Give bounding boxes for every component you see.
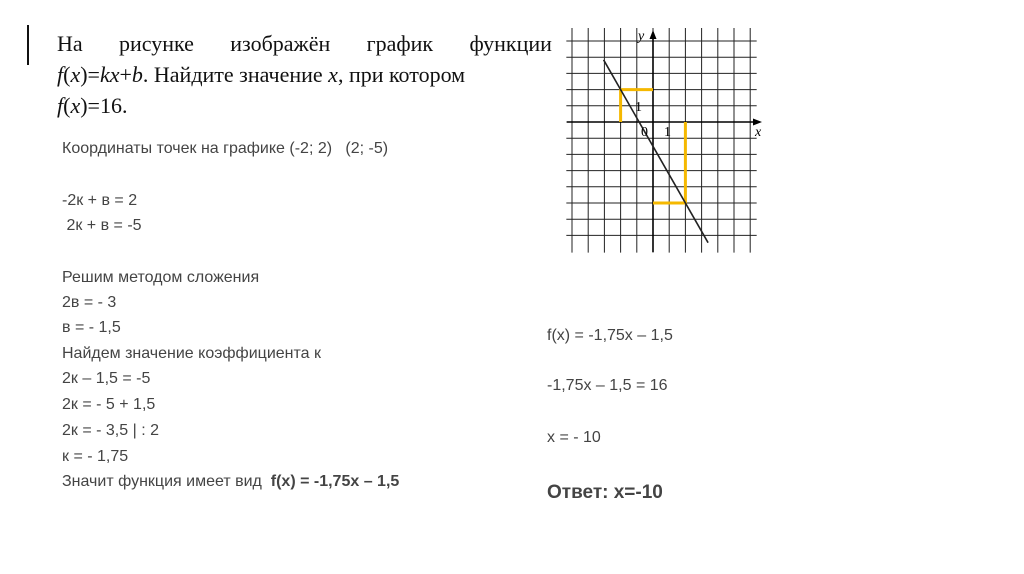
solution-coords: Координаты точек на графике (-2; 2) (2; -5) <box>62 140 389 157</box>
solution-method: Решим методом сложения <box>62 269 260 286</box>
target-value: 16 <box>99 93 122 118</box>
answer: Ответ: x=-10 <box>547 482 663 503</box>
origin-label: 0 <box>641 125 648 140</box>
solution-eq1: -2к + в = 2 <box>62 192 138 209</box>
solution-k3: 2к = - 3,5 | : 2 <box>62 422 159 439</box>
right-function: f(x) = -1,75x – 1,5 <box>547 327 673 344</box>
problem-statement <box>57 28 552 121</box>
y-axis-arrow <box>650 30 657 39</box>
axis-label-y: y <box>638 29 645 44</box>
function-graph <box>566 28 766 258</box>
solution-step2: в = - 1,5 <box>62 319 121 336</box>
right-equation: -1,75x – 1,5 = 16 <box>547 377 668 394</box>
solution-conclusion: Значит функция имеет вид f(x) = -1,75x – 1,5 <box>62 473 400 490</box>
unit-label-y: 1 <box>635 100 642 115</box>
conclusion-formula: f(x) = -1,75x – 1,5 <box>270 473 400 490</box>
unit-label-x: 1 <box>664 125 671 140</box>
solution-step1: 2в = - 3 <box>62 294 117 311</box>
solution-k4: к = - 1,75 <box>62 448 129 465</box>
function-line <box>604 60 708 243</box>
solution-k2: 2к = - 5 + 1,5 <box>62 396 156 413</box>
solution-k1: 2к – 1,5 = -5 <box>62 370 151 387</box>
solution-find-k: Найдем значение коэффициента к <box>62 345 321 362</box>
variable-x: x <box>328 62 338 87</box>
problem-line-3: f(x)=16. <box>57 93 128 118</box>
right-x-value: x = - 10 <box>547 429 601 446</box>
solution-eq2: 2к + в = -5 <box>62 217 142 234</box>
grid <box>566 28 756 253</box>
problem-line-1: На рисунке изображён график функции <box>57 31 552 56</box>
function-definition: f(x)=kx+b. <box>57 62 149 87</box>
axis-label-x: x <box>755 125 762 140</box>
accent-bar <box>27 25 29 65</box>
problem-line-2: f(x)=kx+b. Найдите значение x, при котором <box>57 62 466 87</box>
